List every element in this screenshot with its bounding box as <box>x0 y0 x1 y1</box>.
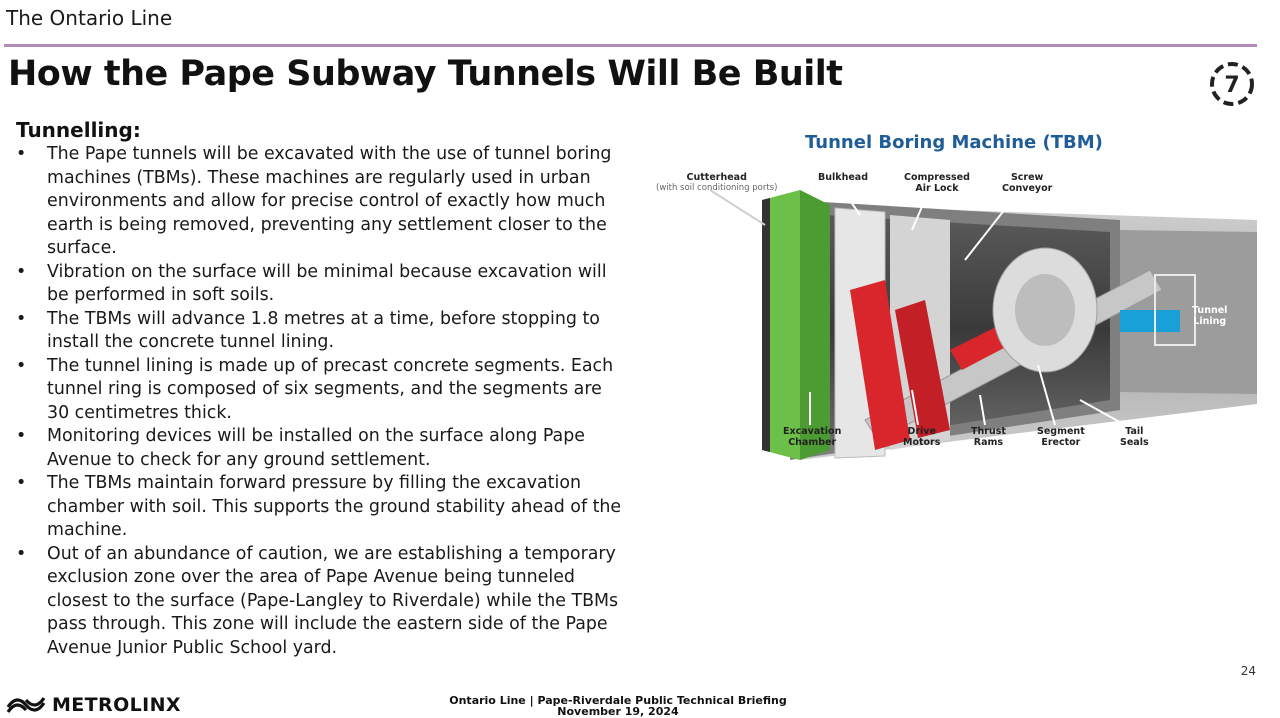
bullet-glyph: • <box>16 355 27 376</box>
metrolinx-logo <box>6 694 181 716</box>
label-air-lock <box>904 172 970 194</box>
bullet-item <box>16 425 628 472</box>
bullet-glyph: • <box>16 473 27 493</box>
bullet-glyph: • <box>16 308 27 329</box>
label-segment-erector <box>1037 426 1085 448</box>
label-screw-line2: Conveyor <box>1002 183 1053 194</box>
dashed-circle-icon <box>1208 60 1256 108</box>
pointer-line <box>710 190 765 225</box>
label-drive-motors <box>903 426 940 448</box>
label-tail-seals <box>1120 426 1149 448</box>
erector-hub-shape <box>1015 274 1075 346</box>
label-tail-line1: Tail <box>1125 426 1144 437</box>
label-cutterhead-note: (with soil conditioning ports) <box>656 183 778 193</box>
bullet-item <box>16 355 628 426</box>
label-cutterhead <box>656 172 777 194</box>
label-thrust-line2: Rams <box>973 437 1004 448</box>
badge-number: 7 <box>1224 73 1240 98</box>
label-lining-line2: Lining <box>1193 316 1227 327</box>
bullet-text: Vibration on the surface will be minimal because excavation will be performed in soft soils. <box>47 261 607 305</box>
footer-line-1: Ontario Line | Pape-Riverdale Public Technical Briefing <box>449 694 787 707</box>
label-cutterhead-title: Cutterhead <box>686 172 747 183</box>
label-air-lock-line2: Air Lock <box>915 183 959 194</box>
bullet-list <box>16 143 628 660</box>
bullet-text: The tunnel lining is made up of precast concrete segments. Each tunnel ring is composed of six segments, and the segments are 30 centimetres thick. <box>47 355 614 423</box>
bullet-item <box>16 261 628 308</box>
label-excavation-line2: Chamber <box>788 437 837 448</box>
bullet-item <box>16 143 628 261</box>
bullet-glyph: • <box>16 261 27 282</box>
cutter-teeth-shape <box>762 198 770 452</box>
deck-label: The Ontario Line <box>6 6 173 30</box>
label-tunnel-lining <box>1192 305 1227 327</box>
bullet-text: The TBMs maintain forward pressure by filling the excavation chamber with soil. This supports the ground stability ahead of the machine. <box>47 473 622 540</box>
slide-title: How the Pape Subway Tunnels Will Be Built <box>8 54 843 94</box>
bullet-item <box>16 472 628 543</box>
bullet-item <box>16 308 628 355</box>
label-excavation-chamber <box>783 426 841 448</box>
label-lining-line1: Tunnel <box>1192 305 1228 316</box>
bullet-item <box>16 543 628 661</box>
label-thrust-rams <box>971 426 1006 448</box>
bullet-text: Monitoring devices will be installed on the surface along Pape Avenue to check for any ground settlement. <box>47 426 585 470</box>
bullet-glyph: • <box>16 426 27 446</box>
label-excavation-line1: Excavation <box>783 426 842 437</box>
footer-line-2: November 19, 2024 <box>557 705 679 718</box>
conveyor-belt-shape <box>1120 310 1180 332</box>
bullet-glyph: • <box>16 144 27 164</box>
bullet-text: Out of an abundance of caution, we are establishing a temporary exclusion zone over the area of Pape Avenue being tunneled closest to the surface (Pape-Langley to Riverdale) while the TBMs pass through. This zone will include the eastern side of the Pape Avenue Junior Public School yard. <box>47 543 619 658</box>
header-rule <box>4 44 1257 47</box>
footer-caption <box>440 695 796 717</box>
label-screw-conveyor <box>1002 172 1052 194</box>
label-screw-line1: Screw <box>1010 172 1044 183</box>
label-drive-line2: Motors <box>903 437 941 448</box>
cutterhead-side-shape <box>800 190 830 460</box>
tbm-diagram <box>650 160 1260 470</box>
metrolinx-wave-icon <box>6 696 46 714</box>
label-thrust-line1: Thrust <box>971 426 1006 437</box>
label-bulkhead: Bulkhead <box>818 172 868 183</box>
bullet-text: The Pape tunnels will be excavated with the use of tunnel boring machines (TBMs). These machines are regularly used in urban environments and allow for precise control of exactly how much earth is being removed, preventing any settlement closer to the surface. <box>47 144 612 258</box>
bullet-glyph: • <box>16 543 27 564</box>
logo-wordmark: METROLINX <box>52 694 181 716</box>
label-drive-line1: Drive <box>907 426 936 437</box>
label-air-lock-line1: Compressed <box>904 172 970 183</box>
section-heading: Tunnelling: <box>16 118 141 142</box>
tbm-illustration <box>650 160 1260 470</box>
diagram-title: Tunnel Boring Machine (TBM) <box>805 132 1103 153</box>
page-number: 24 <box>1240 664 1256 678</box>
label-segment-line1: Segment <box>1037 426 1085 437</box>
label-tail-line2: Seals <box>1120 437 1149 448</box>
bullet-text: The TBMs will advance 1.8 metres at a time, before stopping to install the concrete tunnel lining. <box>47 308 600 352</box>
slide-number-badge <box>1208 60 1256 108</box>
label-segment-line2: Erector <box>1041 437 1081 448</box>
